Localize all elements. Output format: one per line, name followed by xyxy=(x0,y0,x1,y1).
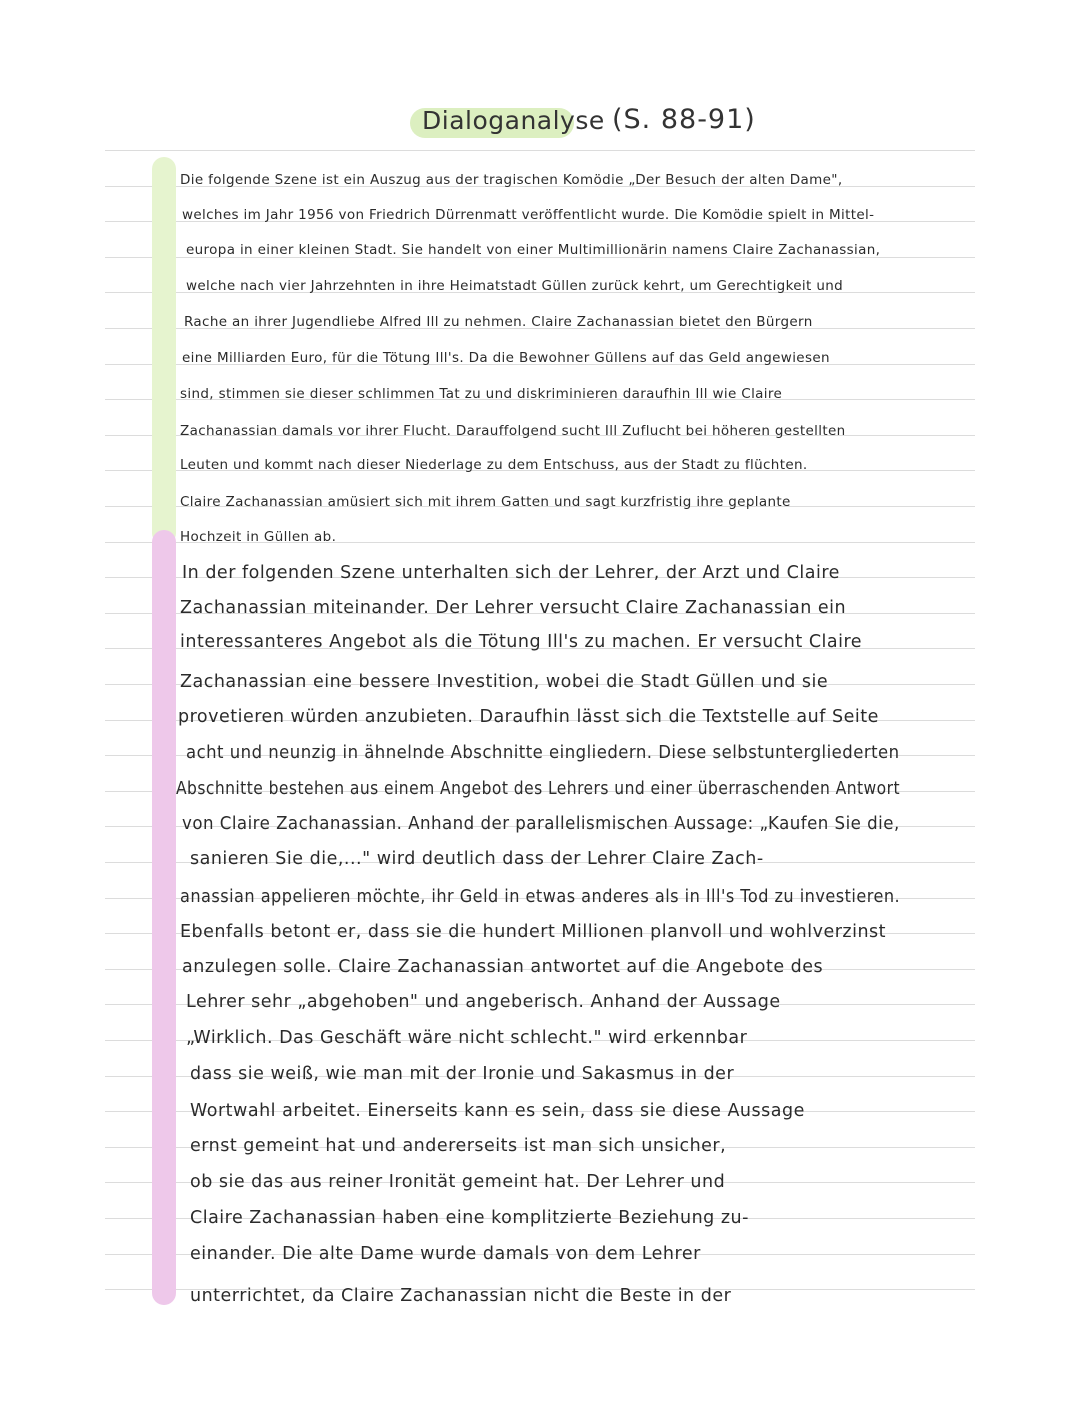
text-line: dass sie weiß, wie man mit der Ironie und Sakasmus in der xyxy=(190,1064,735,1084)
text-line: Claire Zachanassian amüsiert sich mit ihrem Gatten und sagt kurzfristig ihre geplante xyxy=(180,494,791,510)
paragraph2-highlight-bar xyxy=(152,530,176,1305)
text-line: einander. Die alte Dame wurde damals von dem Lehrer xyxy=(190,1244,701,1264)
paragraph1-highlight-bar xyxy=(152,157,176,545)
text-line: Wortwahl arbeitet. Einerseits kann es sein, dass sie diese Aussage xyxy=(190,1101,805,1121)
page-title: Dialoganalyse xyxy=(422,106,605,135)
text-line: Zachanassian eine bessere Investition, wobei die Stadt Güllen und sie xyxy=(180,672,829,692)
text-line: „Wirklich. Das Geschäft wäre nicht schlecht." wird erkennbar xyxy=(186,1028,748,1048)
text-line: Die folgende Szene ist ein Auszug aus der tragischen Komödie „Der Besuch der alten Dame", xyxy=(180,172,843,188)
text-line: von Claire Zachanassian. Anhand der parallelismischen Aussage: „Kaufen Sie die, xyxy=(182,814,900,834)
text-line: Ebenfalls betont er, dass sie die hundert Millionen planvoll und wohlverzinst xyxy=(180,922,887,942)
text-line: Leuten und kommt nach dieser Niederlage zu dem Entschuss, aus der Stadt zu flüchten. xyxy=(180,457,808,473)
text-line: sind, stimmen sie dieser schlimmen Tat zu und diskriminieren daraufhin Ill wie Claire xyxy=(180,386,783,402)
text-line: europa in einer kleinen Stadt. Sie handelt von einer Multimillionärin namens Claire Zachanassian, xyxy=(186,242,881,258)
text-line: welche nach vier Jahrzehnten in ihre Heimatstadt Güllen zurück kehrt, um Gerechtigkeit und xyxy=(186,278,844,294)
text-line: sanieren Sie die,..." wird deutlich dass der Lehrer Claire Zach- xyxy=(190,849,764,869)
text-line: ernst gemeint hat und andererseits ist man sich unsicher, xyxy=(190,1136,727,1156)
text-line: anzulegen solle. Claire Zachanassian antwortet auf die Angebote des xyxy=(182,957,824,977)
page-reference: (S. 88-91) xyxy=(612,104,756,135)
text-line: interessanteres Angebot als die Tötung Ill's zu machen. Er versucht Claire xyxy=(180,632,863,652)
text-line: Abschnitte bestehen aus einem Angebot des Lehrers und einer überraschenden Antwort xyxy=(176,779,900,799)
text-line: unterrichtet, da Claire Zachanassian nicht die Beste in der xyxy=(190,1286,732,1306)
text-line: eine Milliarden Euro, für die Tötung Ill's. Da die Bewohner Güllens auf das Geld angewiesen xyxy=(182,350,830,366)
text-line: welches im Jahr 1956 von Friedrich Dürrenmatt veröffentlicht wurde. Die Komödie spielt in Mittel- xyxy=(182,207,875,223)
rule-line xyxy=(105,150,975,151)
text-line: Zachanassian damals vor ihrer Flucht. Darauffolgend sucht Ill Zuflucht bei höheren gestellten xyxy=(180,423,846,439)
text-line: Zachanassian miteinander. Der Lehrer versucht Claire Zachanassian ein xyxy=(180,598,847,618)
text-line: In der folgenden Szene unterhalten sich der Lehrer, der Arzt und Claire xyxy=(182,563,840,583)
text-line: acht und neunzig in ähnelnde Abschnitte eingliedern. Diese selbstuntergliederten xyxy=(186,743,900,763)
text-line: ob sie das aus reiner Ironität gemeint hat. Der Lehrer und xyxy=(190,1172,726,1192)
text-line: provetieren würden anzubieten. Daraufhin lässt sich die Textstelle auf Seite xyxy=(178,707,879,727)
text-line: Lehrer sehr „abgehoben" und angeberisch. Anhand der Aussage xyxy=(186,992,781,1012)
header xyxy=(0,104,1080,144)
text-line: anassian appelieren möchte, ihr Geld in etwas anderes als in Ill's Tod zu investieren. xyxy=(180,887,901,907)
text-line: Claire Zachanassian haben eine komplitzierte Beziehung zu- xyxy=(190,1208,749,1228)
text-line: Hochzeit in Güllen ab. xyxy=(180,529,337,545)
text-line: Rache an ihrer Jugendliebe Alfred Ill zu nehmen. Claire Zachanassian bietet den Bürgern xyxy=(184,314,813,330)
